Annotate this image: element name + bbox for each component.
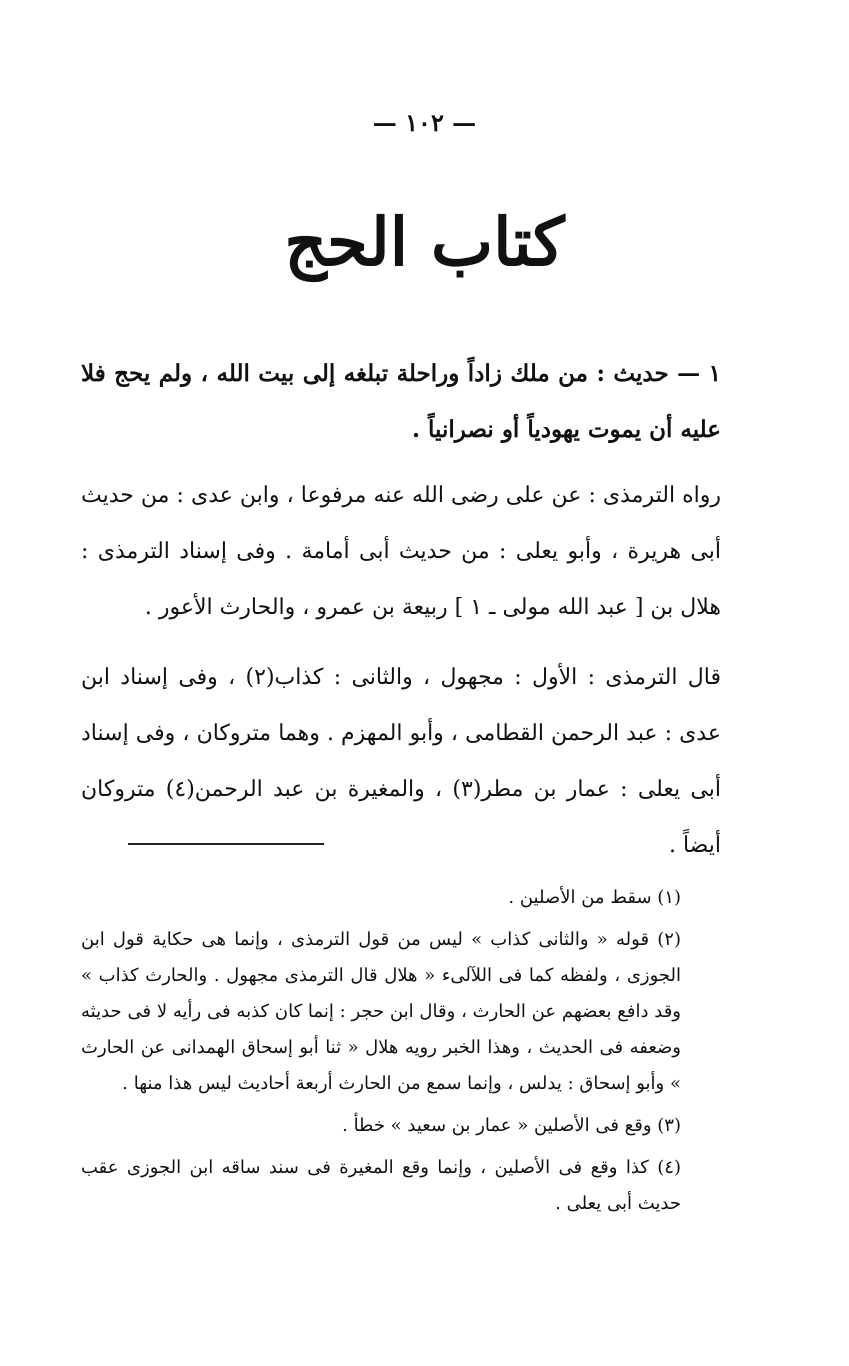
commentary-paragraph-grading: قال الترمذى : الأول : مجهول ، والثانى : كذاب(٢) ، وفى إسناد ابن عدى : عبد الرحمن القطامى ، وأبو المهزم . وهما متروكان ، وفى إسناد أبى يعلى : عمار بن مطر(٣) ، والمغيرة بن عبد الرحمن(٤) متروكان أيضاً .	[81, 665, 721, 858]
hadith-body: من ملك زاداً وراحلة تبلغه إلى بيت الله ، ولم يحج فلا عليه أن يموت يهودياً أو نصرانياً .	[81, 360, 721, 443]
footnote-1: (١) سقط من الأصلين .	[508, 887, 681, 908]
footnotes	[81, 880, 721, 1228]
hadith-number: ١ —	[677, 360, 721, 387]
footnote-2: (٢) قوله « والثانى كذاب » ليس من قول الترمذى ، وإنما هى حكاية قول ابن الجوزى ، ولفظه كما فى اللآلىء « هلال قال الترمذى مجهول . والحارث كذاب » وقد دافع بعضهم عن الحارث ، وقال ابن حجر : إنما كان كذبه فى رأيه لا فى حديثه وضعفه فى الحديث ، وهذا الخبر رويه هلال « ثنا أبو إسحاق الهمدانى عن الحارث » وأبو إسحاق : يدلس ، وإنما سمع من الحارث أربعة أحاديث ليس هذا منها .	[81, 929, 681, 1094]
footnote-separator	[128, 843, 324, 845]
page-number: — ١٠٢ —	[372, 108, 477, 137]
commentary-paragraph-narration: رواه الترمذى : عن على رضى الله عنه مرفوعا ، وابن عدى : من حديث أبى هريرة ، وأبو يعلى : من حديث أبى أمامة . وفى إسناد الترمذى : هلال بن [ عبد الله مولى ـ ١ ] ربيعة بن عمرو ، والحارث الأعور .	[81, 483, 721, 620]
footnote-4: (٤) كذا وقع فى الأصلين ، وإنما وقع المغيرة فى سند ساقه ابن الجوزى عقب حديث أبى يعلى .	[81, 1157, 681, 1214]
hadith-label: حديث :	[596, 360, 669, 387]
hadith-text	[81, 346, 721, 458]
footnote-3: (٣) وقع فى الأصلين « عمار بن سعيد » خطأ .	[342, 1115, 681, 1136]
chapter-title: كتاب الحج	[284, 203, 565, 281]
